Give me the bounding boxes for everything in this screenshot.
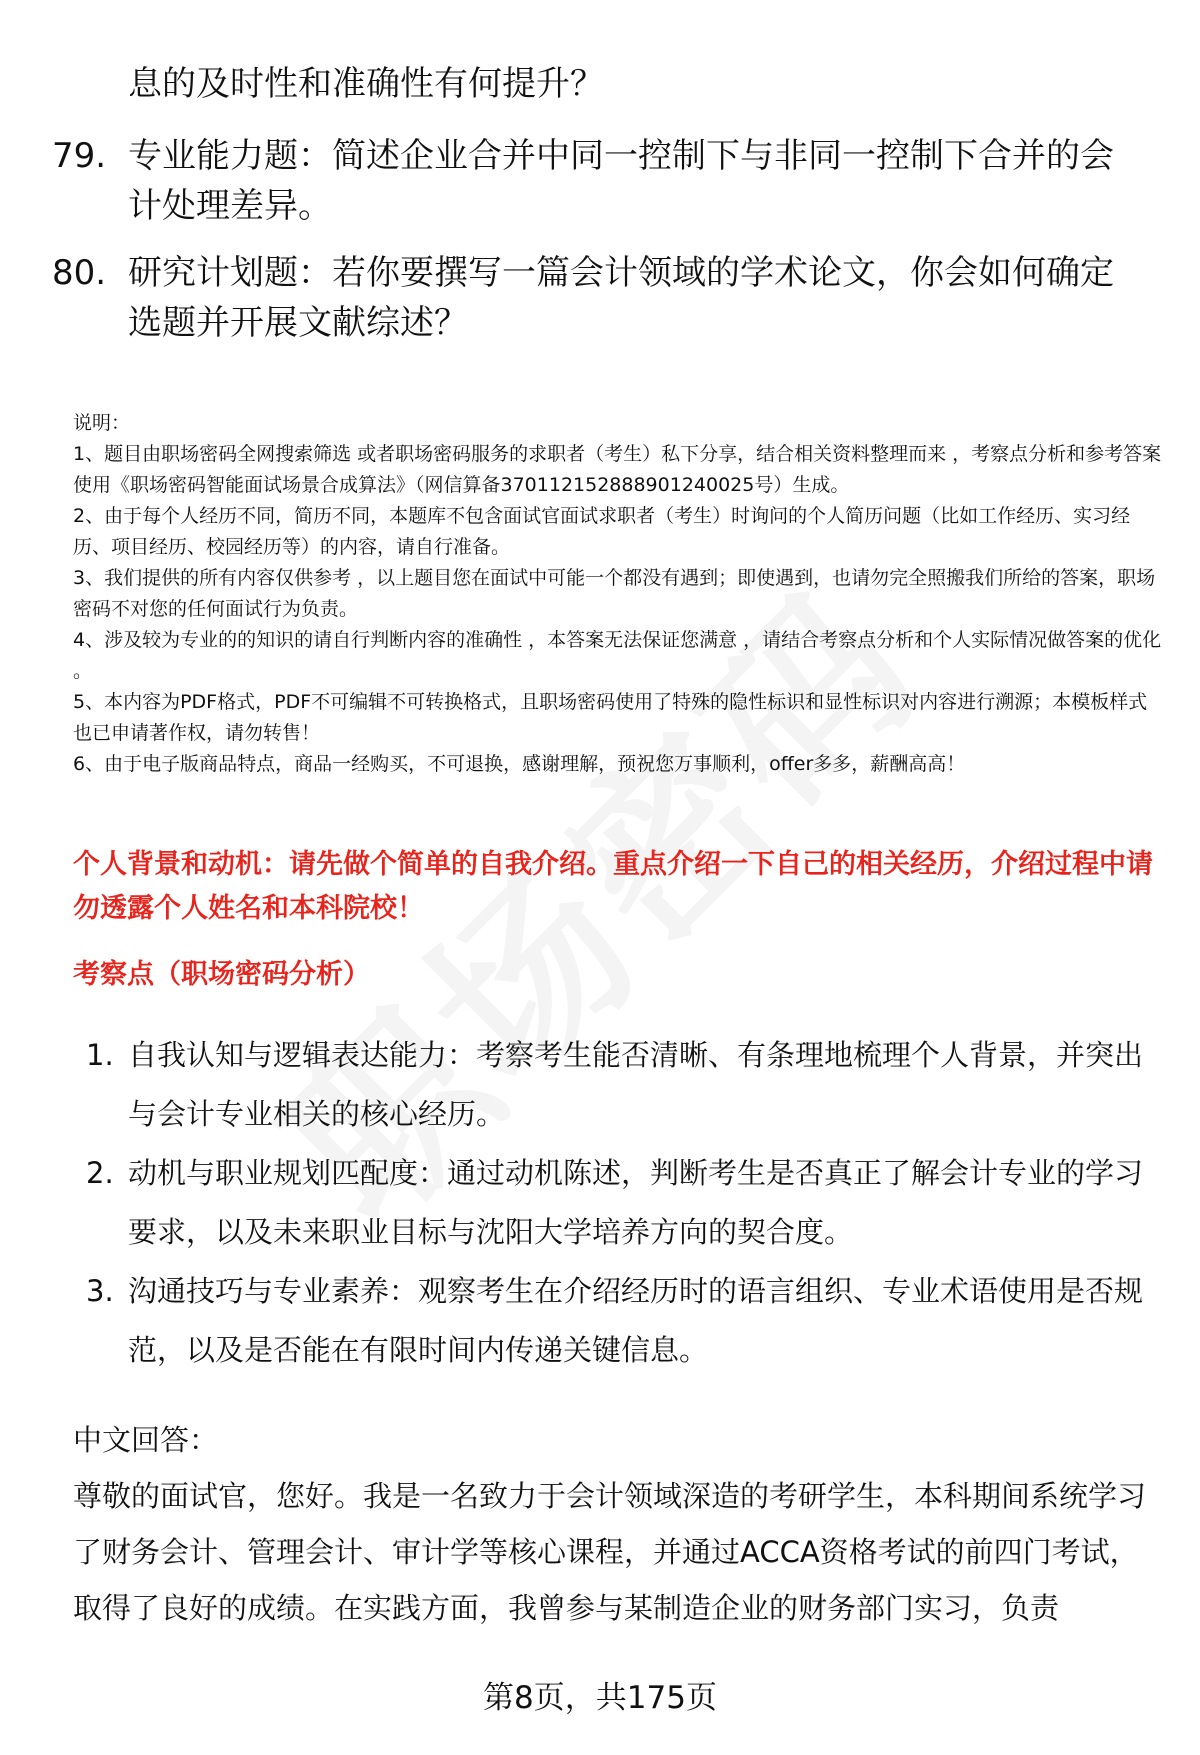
page-number: 第8页，共175页 <box>483 1680 717 1716</box>
answer-text: 尊敬的面试官，您好。我是一名致力于会计领域深造的考研学生，本科期间系统学习了财务会计、管理会计、审计学等核心课程，并通过ACCA资格考试的前四门考试，取得了良好的成绩。在实践方面，我曾参与某制造企业的财务部门实习，负责 <box>73 1479 1147 1625</box>
notes-item: 5、本内容为PDF格式，PDF不可编辑不可转换格式，且职场密码使用了特殊的隐性标识和显性标识对内容进行溯源；本模板样式也已申请著作权，请勿转售！ <box>73 691 1148 744</box>
question-item <box>52 131 1152 231</box>
list-item <box>73 1144 1163 1262</box>
question-text: 专业能力题：简述企业合并中同一控制下与非同一控制下合并的会计处理差异。 <box>128 136 1114 226</box>
notes-section <box>73 408 1163 780</box>
notes-item: 1、题目由职场密码全网搜索筛选 或者职场密码服务的求职者（考生）私下分享，结合相关资料整理而来 ，考察点分析和参考答案使用《职场密码智能面试场景合成算法》（网信算备370112152888901240025号）生成。 <box>73 443 1162 496</box>
notes-item: 6、由于电子版商品特点，商品一经购买，不可退换，感谢理解，预祝您万事顺利，offer多多，薪酬高高！ <box>73 753 966 775</box>
question-text: 研究计划题：若你要撰写一篇会计领域的学术论文，你会如何确定选题并开展文献综述？ <box>128 253 1114 343</box>
point-number: 3. <box>86 1274 114 1308</box>
question-number: 80. <box>52 253 107 293</box>
point-text: 动机与职业规划匹配度：通过动机陈述，判断考生是否真正了解会计专业的学习要求，以及未来职业目标与沈阳大学培养方向的契合度。 <box>128 1156 1144 1249</box>
assessment-points-list <box>73 1026 1163 1380</box>
point-text: 自我认知与逻辑表达能力：考察考生能否清晰、有条理地梳理个人背景，并突出与会计专业相关的核心经历。 <box>128 1038 1144 1131</box>
list-item <box>73 1026 1163 1144</box>
notes-title: 说明： <box>73 412 131 434</box>
question-item <box>52 248 1152 348</box>
notes-item: 2、由于每个人经历不同，简历不同，本题库不包含面试官面试求职者（考生）时询问的个人简历问题（比如工作经历、实习经历、项目经历、校园经历等）的内容，请自行准备。 <box>73 505 1131 558</box>
section-heading: 个人背景和动机：请先做个简单的自我介绍。重点介绍一下自己的相关经历，介绍过程中请勿透露个人姓名和本科院校！ <box>73 849 1153 924</box>
answer-label: 中文回答： <box>73 1423 219 1457</box>
notes-item: 3、我们提供的所有内容仅供参考 ，以上题目您在面试中可能一个都没有遇到；即使遇到，也请勿完全照搬我们所给的答案，职场密码不对您的任何面试行为负责。 <box>73 567 1156 620</box>
point-number: 1. <box>86 1038 114 1072</box>
list-item <box>73 1262 1163 1380</box>
question-number: 79. <box>52 136 107 176</box>
previous-question-tail: 息的及时性和准确性有何提升？ <box>128 64 604 104</box>
section-subheading: 考察点（职场密码分析） <box>73 959 370 990</box>
point-number: 2. <box>86 1156 114 1190</box>
point-text: 沟通技巧与专业素养：观察考生在介绍经历时的语言组织、专业术语使用是否规范，以及是否能在有限时间内传递关键信息。 <box>128 1274 1144 1367</box>
notes-item: 4、涉及较为专业的的知识的请自行判断内容的准确性 ，本答案无法保证您满意 ，请结合考察点分析和个人实际情况做答案的优化 。 <box>73 629 1162 682</box>
